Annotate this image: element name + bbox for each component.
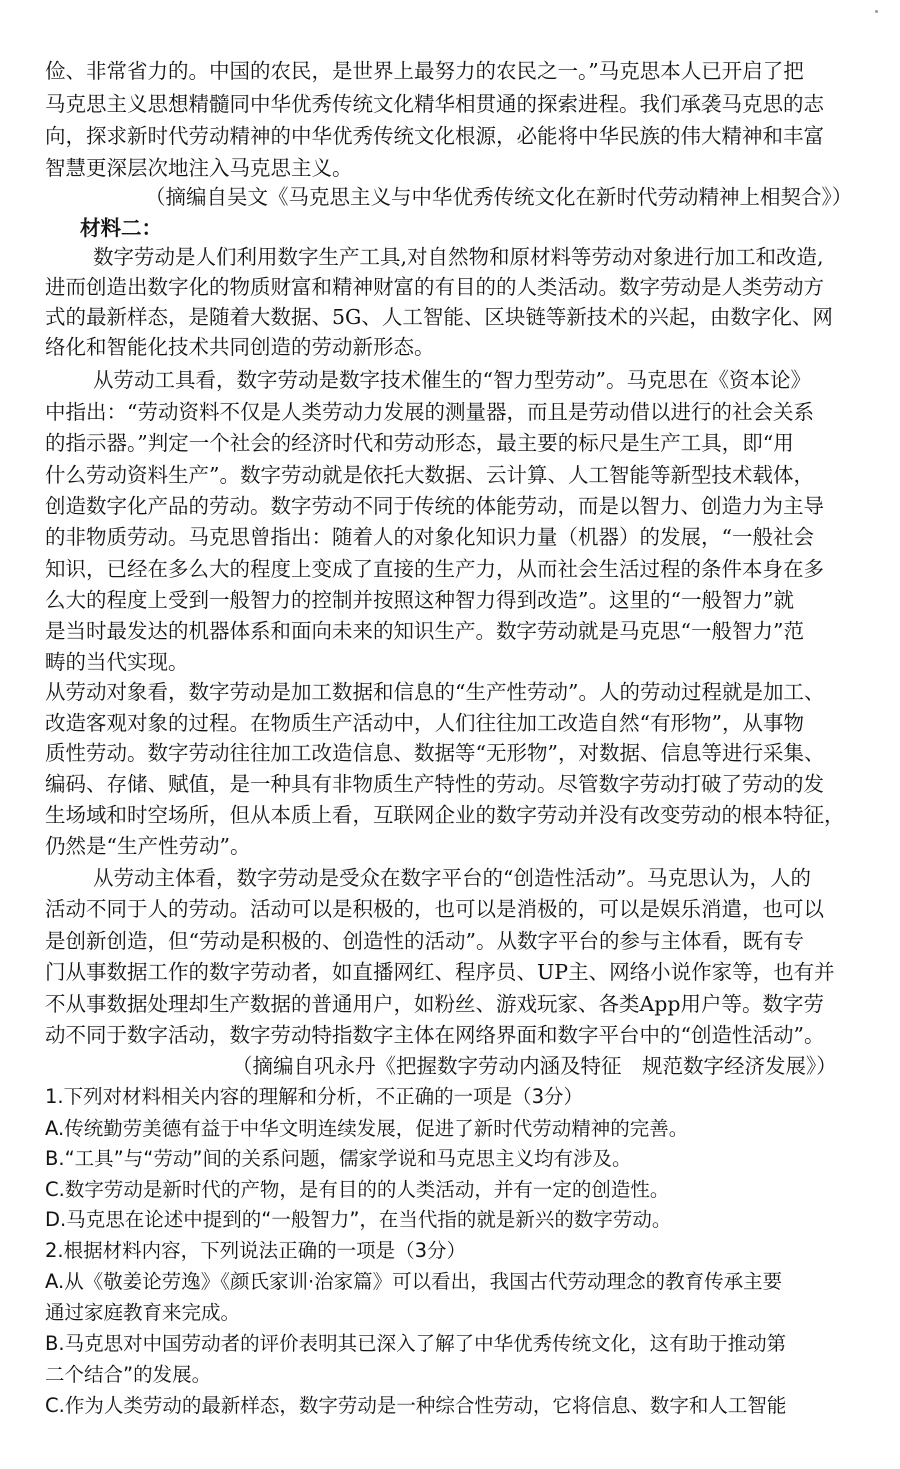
paragraph-line: 不从事数据处理却生产数据的普通用户，如粉丝、游戏玩家、各类App用户等。数字劳	[45, 992, 825, 1016]
paragraph-line: 中指出：“劳动资料不仅是人类劳动力发展的测量器，而且是劳动借以进行的社会关系	[45, 400, 814, 424]
answer-option-b: B.马克思对中国劳动者的评价表明其已深入了解了中华优秀传统文化，这有助于推动第	[45, 1332, 787, 1355]
paragraph-line: 数字劳动是人们利用数字生产工具,对自然物和原材料等劳动对象进行加工和改造,	[93, 245, 824, 269]
paragraph-line: 什么劳动资料生产”。数字劳动就是依托大数据、云计算、人工智能等新型技术载体，	[45, 463, 814, 487]
paragraph-line: 的非物质劳动。马克思曾指出：随着人的对象化知识力量（机器）的发展，“一般社会	[45, 525, 814, 549]
paragraph-line: 的指示器。”判定一个社会的经济时代和劳动形态，最主要的标尺是生产工具，即“用	[45, 431, 794, 455]
paragraph-line: 知识，已经在多么大的程度上变成了直接的生产力，从而社会生活过程的条件本身在多	[45, 557, 824, 581]
paragraph-line: 生场域和时空场所，但从本质上看，互联网企业的数字劳动并没有改变劳动的根本特征，	[45, 803, 845, 827]
paragraph-line: 门从事数据工作的数字劳动者，如直播网红、程序员、UP主、网络小说作家等，也有并	[45, 960, 835, 984]
answer-option-c: C.作为人类劳动的最新样态，数字劳动是一种综合性劳动，它将信息、数字和人工智能	[45, 1394, 787, 1417]
paragraph-line: 从劳动工具看，数字劳动是数字技术催生的“智力型劳动”。马克思在《资本论》	[93, 368, 811, 392]
paragraph-line: 活动不同于人的劳动。活动可以是积极的，也可以是消极的，可以是娱乐消遣，也可以	[45, 897, 824, 921]
question-stem: 2.根据材料内容，下列说法正确的一项是（3分）	[45, 1239, 467, 1262]
answer-option-a-continued: 通过家庭教育来完成。	[45, 1301, 241, 1324]
answer-option-b: B.“工具”与“劳动”间的关系问题，儒家学说和马克思主义均有涉及。	[45, 1147, 632, 1170]
answer-option-b-continued: 二个结合”的发展。	[45, 1363, 212, 1386]
paragraph-line: 进而创造出数字化的物质财富和精神财富的有目的的人类活动。数字劳动是人类劳动方	[45, 275, 824, 299]
paragraph-line: 是创新创造，但“劳动是积极的、创造性的活动”。从数字平台的参与主体看，既有专	[45, 929, 804, 953]
paragraph-line: 仍然是“生产性劳动”。	[45, 834, 251, 858]
paragraph-line: 质性劳动。数字劳动往往加工改造信息、数据等“无形物”，对数据、信息等进行采集、	[45, 741, 825, 765]
answer-option-a: A.从《敬姜论劳逸》《颜氏家训·治家篇》可以看出，我国古代劳动理念的教育传承主要	[45, 1270, 783, 1293]
paragraph-line: 么大的程度上受到一般智力的控制并按照这种智力得到改造”。这里的“一般智力”就	[45, 588, 794, 612]
paragraph-line: 从劳动主体看，数字劳动是受众在数字平台的“创造性活动”。马克思认为，人的	[93, 866, 811, 890]
paragraph-line: 创造数字化产品的劳动。数字劳动不同于传统的体能劳动，而是以智力、创造力为主导	[45, 494, 824, 518]
answer-option-c: C.数字劳动是新时代的产物，是有目的的人类活动，并有一定的创造性。	[45, 1178, 670, 1201]
paragraph-line: 络化和智能化技术共同创造的劳动新形态。	[45, 335, 435, 359]
paragraph-line: 智慧更深层次地注入马克思主义。	[45, 156, 353, 180]
source-citation: （摘编自巩永丹《把握数字劳动内涵及特征 规范数字经济发展》）	[232, 1054, 837, 1078]
paragraph-line: 从劳动对象看，数字劳动是加工数据和信息的“生产性劳动”。人的劳动过程就是加工、	[45, 680, 825, 704]
answer-option-d: D.马克思在论述中提到的“一般智力”，在当代指的就是新兴的数字劳动。	[45, 1208, 672, 1231]
paragraph-line: 改造客观对象的过程。在物质生产活动中，人们往往加工改造自然“有形物”，从事物	[45, 711, 804, 735]
source-citation: （摘编自吴文《马克思主义与中华优秀传统文化在新时代劳动精神上相契合》）	[145, 185, 853, 209]
scan-mark	[875, 10, 878, 13]
paragraph-line: 编码、存储、赋值，是一种具有非物质生产特性的劳动。尽管数字劳动打破了劳动的发	[45, 772, 824, 796]
paragraph-line: 动不同于数字活动，数字劳动特指数字主体在网络界面和数字平台中的“创造性活动”。	[45, 1023, 825, 1047]
paragraph-line: 畴的当代实现。	[45, 650, 189, 674]
paragraph-line: 式的最新样态，是随着大数据、5G、人工智能、区块链等新技术的兴起，由数字化、网	[45, 305, 833, 329]
question-stem: 1.下列对材料相关内容的理解和分析，不正确的一项是（3分）	[45, 1085, 584, 1108]
paragraph-line: 俭、非常省力的。中国的农民，是世界上最努力的农民之一。”马克思本人已开启了把	[45, 59, 804, 83]
answer-option-a: A.传统勤劳美德有益于中华文明连续发展，促进了新时代劳动精神的完善。	[45, 1117, 689, 1140]
paragraph-line: 向，探求新时代劳动精神的中华优秀传统文化根源，必能将中华民族的伟大精神和丰富	[45, 124, 824, 148]
section-heading: 材料二：	[80, 216, 162, 240]
paragraph-line: 马克思主义思想精髓同中华优秀传统文化精华相贯通的探索进程。我们承袭马克思的志	[45, 92, 824, 116]
paragraph-line: 是当时最发达的机器体系和面向未来的知识生产。数字劳动就是马克思“一般智力”范	[45, 619, 804, 643]
